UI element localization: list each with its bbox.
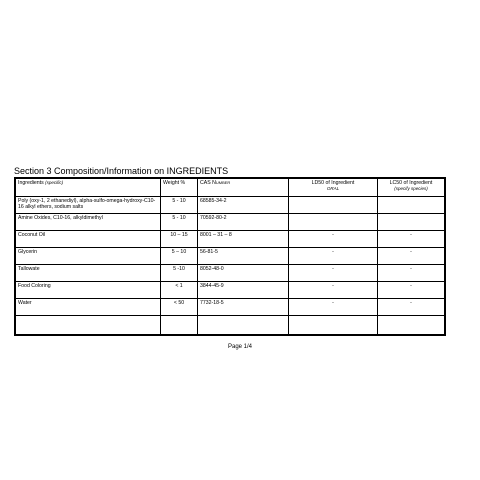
row-ld50 [289, 214, 378, 231]
row-ld50: - [289, 265, 378, 282]
header-cas [198, 178, 289, 197]
row-weight: 5 - 10 [161, 197, 198, 214]
row-cas: 7732-18-5 [198, 299, 289, 316]
row-name: Poly (oxy-1, 2 ethanediyl), alpha-sulfo-omega-hydroxy-C10-16 alkyl ethers, sodium salts [15, 197, 161, 214]
table-row [15, 265, 445, 282]
header-ld50 [289, 178, 378, 197]
table-header-row [15, 178, 445, 197]
section-title: Section 3 Composition/Information on INGREDIENTS [14, 166, 229, 176]
row-cas: 8052-48-0 [198, 265, 289, 282]
row-cas: 70592-80-2 [198, 214, 289, 231]
row-name: Amine Oxides, C10-16, alkyldimethyl [15, 214, 161, 231]
header-ingredients-note: (specific) [45, 180, 64, 185]
row-weight: 5 - 10 [161, 214, 198, 231]
row-ld50: - [289, 248, 378, 265]
row-lc50: - [378, 248, 446, 265]
row-name: Coconut Oil [15, 231, 161, 248]
header-ld50-label: LD50 of Ingredient [311, 180, 355, 186]
row-lc50 [378, 316, 446, 336]
header-ingredients-label: Ingredients [18, 180, 44, 186]
header-lc50 [378, 178, 446, 197]
row-weight: 10 – 15 [161, 231, 198, 248]
row-ld50 [289, 197, 378, 214]
row-ld50: - [289, 299, 378, 316]
header-lc50-note: (specify species) [394, 186, 428, 191]
row-lc50 [378, 214, 446, 231]
row-name: Food Coloring [15, 282, 161, 299]
row-lc50: - [378, 265, 446, 282]
table-row [15, 316, 445, 336]
row-name: Tallowate [15, 265, 161, 282]
row-name [15, 316, 161, 336]
row-weight: < 1 [161, 282, 198, 299]
table-row [15, 231, 445, 248]
row-weight: 5 -10 [161, 265, 198, 282]
table-row [15, 248, 445, 265]
row-cas: 3844-45-9 [198, 282, 289, 299]
header-ingredients [15, 178, 161, 197]
table-row [15, 282, 445, 299]
row-weight [161, 316, 198, 336]
row-name: Water [15, 299, 161, 316]
row-weight: 5 – 10 [161, 248, 198, 265]
table-row [15, 214, 445, 231]
header-weight: Weight % [161, 178, 198, 197]
row-cas [198, 316, 289, 336]
row-ld50 [289, 316, 378, 336]
page-number: Page 1/4 [227, 344, 253, 350]
row-cas: 68585-34-2 [198, 197, 289, 214]
row-weight: < 50 [161, 299, 198, 316]
row-lc50: - [378, 299, 446, 316]
ingredients-table [14, 177, 446, 336]
row-ld50: - [289, 231, 378, 248]
row-lc50: - [378, 231, 446, 248]
header-lc50-label: LC50 of Ingredient [389, 180, 433, 186]
row-cas: 56-81-5 [198, 248, 289, 265]
table-row [15, 197, 445, 214]
header-cas-label: CAS Number [200, 180, 231, 186]
row-name: Glycerin [15, 248, 161, 265]
row-lc50 [378, 197, 446, 214]
table-row [15, 299, 445, 316]
header-ld50-note: ORAL [326, 186, 340, 191]
row-ld50: - [289, 282, 378, 299]
row-lc50: - [378, 282, 446, 299]
row-cas: 8001 – 31 – 8 [198, 231, 289, 248]
